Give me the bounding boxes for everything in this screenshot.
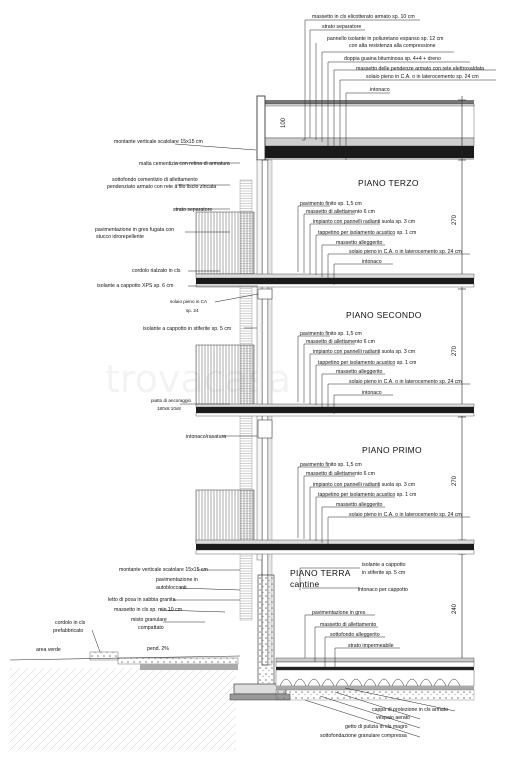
svg-text:area verde: area verde [36, 647, 61, 653]
svg-text:isolante a cappotto XPS sp. 6: isolante a cappotto XPS sp. 6 cm [97, 283, 174, 289]
svg-text:270: 270 [452, 475, 458, 486]
svg-text:pavimentazione in gres: pavimentazione in gres [312, 610, 366, 616]
ground-slab [276, 658, 474, 700]
floor-title-terra: PIANO TERRA [290, 568, 351, 578]
svg-text:massetto di allettamento 6 cm: massetto di allettamento 6 cm [306, 471, 375, 477]
svg-text:pannello isolante in poliureta: pannello isolante in poliuretano espanso sp. 12 cm [327, 36, 444, 42]
svg-text:con alta resistenza alla compr: con alta resistenza alla compressione [349, 43, 436, 49]
svg-text:pendenziato armato con rete a: pendenziato armato con rete a filo liscio zincata [107, 184, 217, 190]
svg-text:solaio pieno in C.A. o in late: solaio pieno in C.A. o in laterocemento sp. 24 cm [349, 249, 462, 255]
floor-title-primo: PIANO PRIMO [362, 445, 422, 455]
svg-text:prefabbricato: prefabbricato [53, 628, 84, 634]
svg-text:isolante a cappotto in stiferi: isolante a cappotto in stiferite sp. 5 cm [143, 326, 232, 332]
ground-terrain [10, 652, 240, 750]
floor-title-cantine: cantine [290, 579, 320, 589]
svg-text:massetto alleggerito: massetto alleggerito [336, 240, 383, 246]
svg-text:cappa di protezione in cls arm: cappa di protezione in cls armato [372, 707, 449, 713]
svg-text:isolante a cappotto: isolante a cappotto [362, 562, 406, 568]
svg-text:massetto di allettamento: massetto di allettamento [320, 622, 377, 628]
svg-text:massetto di allettamento 6 cm: massetto di allettamento 6 cm [306, 209, 375, 215]
roof-terrace [257, 96, 474, 160]
svg-text:sottofondazione granulare comp: sottofondazione granulare compressa [320, 733, 407, 739]
svg-text:vespaio aerato: vespaio aerato [376, 715, 411, 721]
svg-text:montante verticale scatolare 1: montante verticale scatolare 15x15 cm [114, 139, 203, 145]
slab-primo [196, 540, 474, 554]
svg-text:pavimento finito sp. 1,5 cm: pavimento finito sp. 1,5 cm [300, 331, 362, 337]
svg-text:solaio pieno in C.A. o in late: solaio pieno in C.A. o in laterocemento sp. 24 cm [349, 379, 462, 385]
svg-text:intonaco/rasatura: intonaco/rasatura [186, 434, 227, 440]
svg-text:massetto alleggerito: massetto alleggerito [336, 502, 383, 508]
svg-text:cordolo rialzato in cls: cordolo rialzato in cls [132, 268, 181, 274]
svg-text:impianto con pannelli radianti: impianto con pannelli radianti suola sp. 3 cm [313, 349, 416, 355]
svg-text:massetto in cls elicotterato a: massetto in cls elicotterato armato sp. 10 cm [312, 14, 415, 20]
svg-text:pavimento finito sp. 1,5 cm: pavimento finito sp. 1,5 cm [300, 201, 362, 207]
svg-text:pend. 2%: pend. 2% [147, 646, 169, 652]
svg-text:tappetino per isolamento acust: tappetino per isolamento acustico sp. 1 cm [318, 492, 417, 498]
svg-text:sottofondo alleggerito: sottofondo alleggerito [330, 632, 380, 638]
slab-secondo [196, 404, 474, 438]
svg-text:solaio pieno in C.A. o in late: solaio pieno in C.A. o in laterocemento sp. 24 cm [366, 74, 479, 80]
svg-text:getto di pulizia in cls magro: getto di pulizia in cls magro [345, 724, 408, 730]
svg-text:270: 270 [452, 345, 458, 356]
svg-text:montante verticale scatolare 1: montante verticale scatolare 15x15 cm [119, 567, 208, 573]
svg-text:pavimento finito sp. 1,5 cm: pavimento finito sp. 1,5 cm [300, 462, 362, 468]
svg-text:intonaco: intonaco [370, 87, 390, 93]
svg-text:autobloccanti: autobloccanti [156, 585, 187, 591]
svg-text:cordolo in cls: cordolo in cls [55, 620, 86, 626]
svg-text:sottofondo cementizio di allet: sottofondo cementizio di allettamento [112, 177, 198, 183]
svg-text:massetto in cls sp. min 10 cm: massetto in cls sp. min 10 cm [114, 607, 183, 613]
svg-text:piatto di ancoraggio: piatto di ancoraggio [151, 398, 192, 403]
floor-labels-primo [300, 462, 462, 518]
svg-text:pavimentazione in: pavimentazione in [156, 577, 198, 583]
svg-text:impianto con pannelli radianti: impianto con pannelli radianti suola sp. 3 cm [313, 219, 416, 225]
svg-text:strato separatore: strato separatore [173, 207, 213, 213]
svg-text:letto di posa in sabbia granit: letto di posa in sabbia granita [108, 597, 176, 603]
svg-text:intonaco: intonaco [362, 390, 382, 396]
svg-text:compattato: compattato [138, 625, 164, 631]
floor-title-terzo: PIANO TERZO [358, 178, 419, 188]
svg-text:strato impermeabile: strato impermeabile [348, 643, 394, 649]
svg-text:stucco idrorepellente: stucco idrorepellente [96, 234, 144, 240]
svg-text:180x8 10x8: 180x8 10x8 [157, 406, 181, 411]
svg-text:intonaco per cappotto: intonaco per cappotto [358, 587, 408, 593]
svg-text:solaio pieno in C.A. o in late: solaio pieno in C.A. o in laterocemento sp. 24 cm [349, 512, 462, 518]
floor-labels-terzo [300, 201, 462, 265]
slab-terzo [196, 274, 474, 299]
svg-text:massetto alleggerito: massetto alleggerito [336, 369, 383, 375]
svg-text:malta cementizia con retina di: malta cementizia con retina di armatura [139, 161, 230, 167]
roof-labels [312, 14, 484, 93]
svg-text:100: 100 [281, 117, 287, 128]
svg-text:solaio pieno in CA: solaio pieno in CA [170, 299, 208, 304]
svg-text:strato separatore: strato separatore [322, 24, 362, 30]
svg-text:270: 270 [452, 214, 458, 225]
svg-text:pavimentazione in gres fugata: pavimentazione in gres fugata con [95, 227, 175, 233]
floor-title-secondo: PIANO SECONDO [346, 310, 422, 320]
svg-text:doppia guaina bituminosa sp. 4: doppia guaina bituminosa sp. 4+4 + dreno [344, 56, 441, 62]
svg-text:sp. 24: sp. 24 [186, 308, 199, 313]
svg-text:tappetino per isolamento acust: tappetino per isolamento acustico sp. 1 cm [318, 230, 417, 236]
svg-text:in stiferite sp. 5 cm: in stiferite sp. 5 cm [362, 570, 406, 576]
svg-text:impianto con pannelli radianti: impianto con pannelli radianti suola sp. 3 cm [313, 482, 416, 488]
svg-text:massetto di allettamento 6 cm: massetto di allettamento 6 cm [306, 339, 375, 345]
svg-text:240: 240 [452, 603, 458, 614]
floor-labels-secondo [300, 331, 462, 396]
svg-text:misto granulare: misto granulare [131, 617, 167, 623]
svg-text:intonaco: intonaco [362, 259, 382, 265]
svg-text:massetto delle pendenze armato: massetto delle pendenze armato con rete elettrosaldata [356, 66, 485, 72]
svg-text:tappetino per isolamento acust: tappetino per isolamento acustico sp. 1 cm [318, 360, 417, 366]
